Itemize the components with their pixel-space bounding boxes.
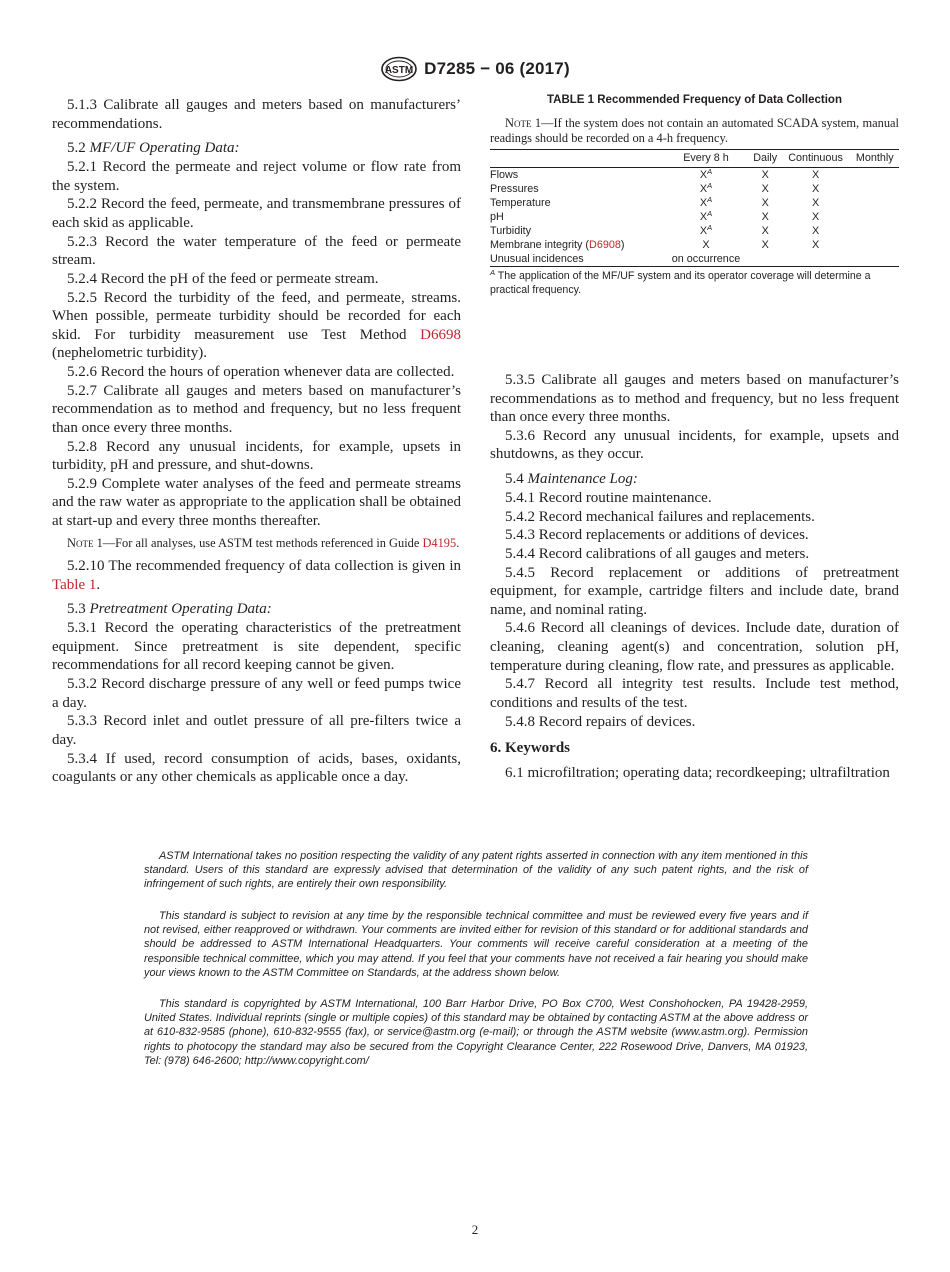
table-row [490, 252, 899, 267]
para-5-2-4: 5.2.4 Record the pH of the feed or permeate stream. [67, 270, 379, 287]
para-5-2-10: 5.2.10 The recommended frequency of data collection is given in Table 1. [52, 558, 461, 593]
table-row [490, 224, 899, 238]
page-number: 2 [471, 1222, 479, 1237]
astm-logo-icon [380, 56, 418, 82]
cell-every-8h: $X^A$ [699, 222, 713, 237]
para-5-4-4: 5.4.4 Record calibrations of all gauges and meters. [505, 545, 810, 562]
para-5-3-5: 5.3.5 Calibrate all gauges and meters based on manufacturer’s recommendations as to method and frequency, but no less frequent than once every three months. [490, 372, 899, 426]
para-5-2-8: 5.2.8 Record any unusual incidents, for example, upsets in turbidity, pH and pressure, and shut-downs. [52, 438, 461, 474]
para-5-1-3: 5.1.3 Calibrate all gauges and meters based on manufacturers’ recommendations. [52, 97, 461, 132]
para-5-2-9: 5.2.9 Complete water analyses of the feed and permeate streams and the raw water as appropriate to the application shall be obtained at start-up and every three months thereafter. [52, 475, 461, 529]
cell-continuous: X [811, 182, 820, 195]
cell-every-8h: $X^A$ [699, 180, 713, 195]
table-row [490, 196, 899, 210]
cell-monthly [851, 210, 899, 224]
table-row [490, 210, 899, 224]
para-5-4-2: 5.4.2 Record mechanical failures and replacements. [505, 508, 815, 525]
para-5-3-1: 5.3.1 Record the operating characteristics of the pretreatment equipment. Since pretreatment is site dependent, specific recommendations for all record keeping cannot be given. [52, 620, 461, 674]
table-header-cell: Daily [750, 149, 781, 167]
para-5-2-3: 5.2.3 Record the water temperature of the feed or permeate stream. [52, 233, 461, 269]
table-header-cell: Every 8 h [662, 149, 750, 167]
cell-monthly [851, 238, 899, 252]
row-label: Temperature [490, 196, 551, 209]
para-5-4-8: 5.4.8 Record repairs of devices. [505, 713, 696, 730]
table-1-footnote: $^A$ The application of the MF/UF system and its operator coverage will determine a practical frequency. [490, 267, 871, 296]
row-label: Unusual incidences [490, 252, 662, 267]
document-designation: D7285 − 06 (2017) [424, 59, 570, 78]
para-5-4-7: 5.4.7 Record all integrity test results. Include test method, conditions and results of the test. [490, 676, 899, 711]
cell-monthly [851, 224, 899, 238]
ref-table-1-link[interactable]: Table 1 [52, 576, 97, 593]
page-header [0, 56, 950, 87]
row-label: pH [490, 210, 504, 223]
cell-monthly [851, 167, 899, 182]
ref-d6698-link[interactable]: D6698 [420, 326, 462, 343]
cell-continuous [781, 252, 851, 267]
svg-text:ASTM: ASTM [385, 65, 414, 76]
table-row [490, 167, 899, 182]
para-5-2-6: 5.2.6 Record the hours of operation whenever data are collected. [67, 363, 455, 380]
cell-continuous: X [811, 168, 820, 181]
para-5-4-1: 5.4.1 Record routine maintenance. [505, 489, 712, 506]
section-5-3-heading: 5.3 Pretreatment Operating Data: [67, 601, 272, 618]
row-label: Membrane integrity (D6908) [490, 238, 625, 251]
patent-disclaimer: ASTM International takes no position respecting the validity of any patent rights asserted in connection with any item mentioned in this standard. Users of this standard are expressly advised that determination of the validity of any such patent rights, and the risk of infringement of such rights, are entirely their own responsibility. [144, 850, 808, 891]
para-5-2-1: 5.2.1 Record the permeate and reject volume or flow rate from the system. [52, 158, 461, 194]
table-header-cell: Continuous [781, 149, 851, 167]
cell-continuous: X [811, 224, 820, 237]
cell-monthly [851, 252, 899, 267]
left-column [52, 96, 461, 787]
para-5-3-3: 5.3.3 Record inlet and outlet pressure of all pre-filters twice a day. [52, 713, 461, 748]
para-5-4-3: 5.4.3 Record replacements or additions of devices. [505, 527, 809, 544]
data-collection-table [490, 149, 899, 267]
para-5-4-6: 5.4.6 Record all cleanings of devices. Include date, duration of cleaning, cleaning agent(s) and concentration, solution pH, temperature during cleaning, flow rate, and pressures as applicable. [490, 620, 899, 674]
note-1-analyses: Note 1—For all analyses, use ASTM test methods referenced in Guide D4195. [67, 535, 460, 550]
cell-daily: X [761, 196, 769, 209]
table-1-note: Note 1—If the system does not contain an automated SCADA system, manual readings should be recorded on a 4-h frequency. [490, 116, 899, 146]
cell-daily: X [761, 182, 769, 195]
section-5-2-heading: 5.2 MF/UF Operating Data: [67, 140, 240, 157]
para-5-4-5: 5.4.5 Record replacement or additions of pretreatment equipment, for example, cartridge filters and include date, brand name, and nominal rating. [490, 564, 899, 618]
table-row [490, 182, 899, 196]
row-label: Turbidity [490, 224, 531, 237]
ref-d4195-link[interactable]: D4195 [422, 535, 457, 550]
copyright-notice: This standard is copyrighted by ASTM International, 100 Barr Harbor Drive, PO Box C700, West Conshohocken, PA 19428-2959, United States. Individual reprints (single or multiple copies) of this standard may be obtained by contacting ASTM at the above address or at 610-832-9585 (phone), 610-832-9555 (fax), or service@astm.org (e-mail); or through the ASTM website (www.astm.org). Permission rights to photocopy the standard may also be secured from the Copyright Clearance Center, 222 Rosewood Drive, Danvers, MA 01923, Tel: (978) 646-2600; http://www.copyright.com/ [144, 998, 808, 1067]
cell-monthly [851, 182, 899, 196]
para-5-2-2: 5.2.2 Record the feed, permeate, and transmembrane pressures of each skid as applicable. [52, 196, 461, 231]
right-column [490, 371, 899, 783]
cell-continuous: X [811, 238, 820, 251]
cell-daily: X [761, 224, 769, 237]
cell-continuous: X [811, 210, 820, 223]
cell-daily: X [761, 238, 769, 251]
para-5-3-2: 5.3.2 Record discharge pressure of any well or feed pumps twice a day. [52, 676, 461, 711]
table-header-cell: Monthly [851, 149, 899, 167]
cell-daily: X [761, 210, 769, 223]
para-5-2-5: 5.2.5 Record the turbidity of the feed, and permeate, streams. When possible, permeate turbidity should be recorded for each skid. For turbidity measurement use Test Method D6698 (nephelometric turbidity). [52, 289, 462, 362]
para-5-2-7: 5.2.7 Calibrate all gauges and meters based on manufacturer’s recommendation as to method and frequency, but no less frequent than once every three months. [52, 382, 461, 436]
cell-every-8h: $X^A$ [699, 194, 713, 209]
table-1-block [490, 94, 899, 297]
para-6-1: 6.1 microfiltration; operating data; recordkeeping; ultrafiltration [505, 764, 890, 781]
cell-every-8h: X [702, 238, 710, 251]
row-label: Flows [490, 168, 519, 181]
cell-monthly [851, 196, 899, 210]
section-5-4-heading: 5.4 Maintenance Log: [505, 471, 638, 488]
cell-daily: X [761, 168, 769, 181]
table-header-row [490, 149, 899, 167]
cell-every-8h: on occurrence [662, 252, 750, 267]
cell-daily [750, 252, 781, 267]
revision-disclaimer: This standard is subject to revision at any time by the responsible technical committee and must be reviewed every five years and if not revised, either reapproved or withdrawn. Your comments are invited either for revision of this standard or for additional standards and should be addressed to ASTM International Headquarters. Your comments will receive careful consideration at a meeting of the responsible technical committee, which you may attend. If you feel that your comments have not received a fair hearing you should make your views known to the ASTM Committee on Standards, at the address shown below. [144, 910, 808, 979]
para-5-3-4: 5.3.4 If used, record consumption of acids, bases, oxidants, coagulants or any other chemicals as applicable once a day. [52, 750, 461, 786]
table-row [490, 238, 899, 252]
ref-d6908-link[interactable]: D6908 [589, 238, 621, 251]
cell-every-8h: $X^A$ [699, 166, 713, 181]
keywords-heading: 6. Keywords [490, 740, 570, 757]
para-5-3-6: 5.3.6 Record any unusual incidents, for example, upsets and shutdowns, as they occur. [490, 427, 899, 463]
cell-every-8h: $X^A$ [699, 208, 713, 223]
row-label: Pressures [490, 182, 539, 195]
table-1-title: TABLE 1 Recommended Frequency of Data Collection [546, 94, 842, 106]
cell-continuous: X [811, 196, 820, 209]
table-header-cell [490, 149, 662, 167]
